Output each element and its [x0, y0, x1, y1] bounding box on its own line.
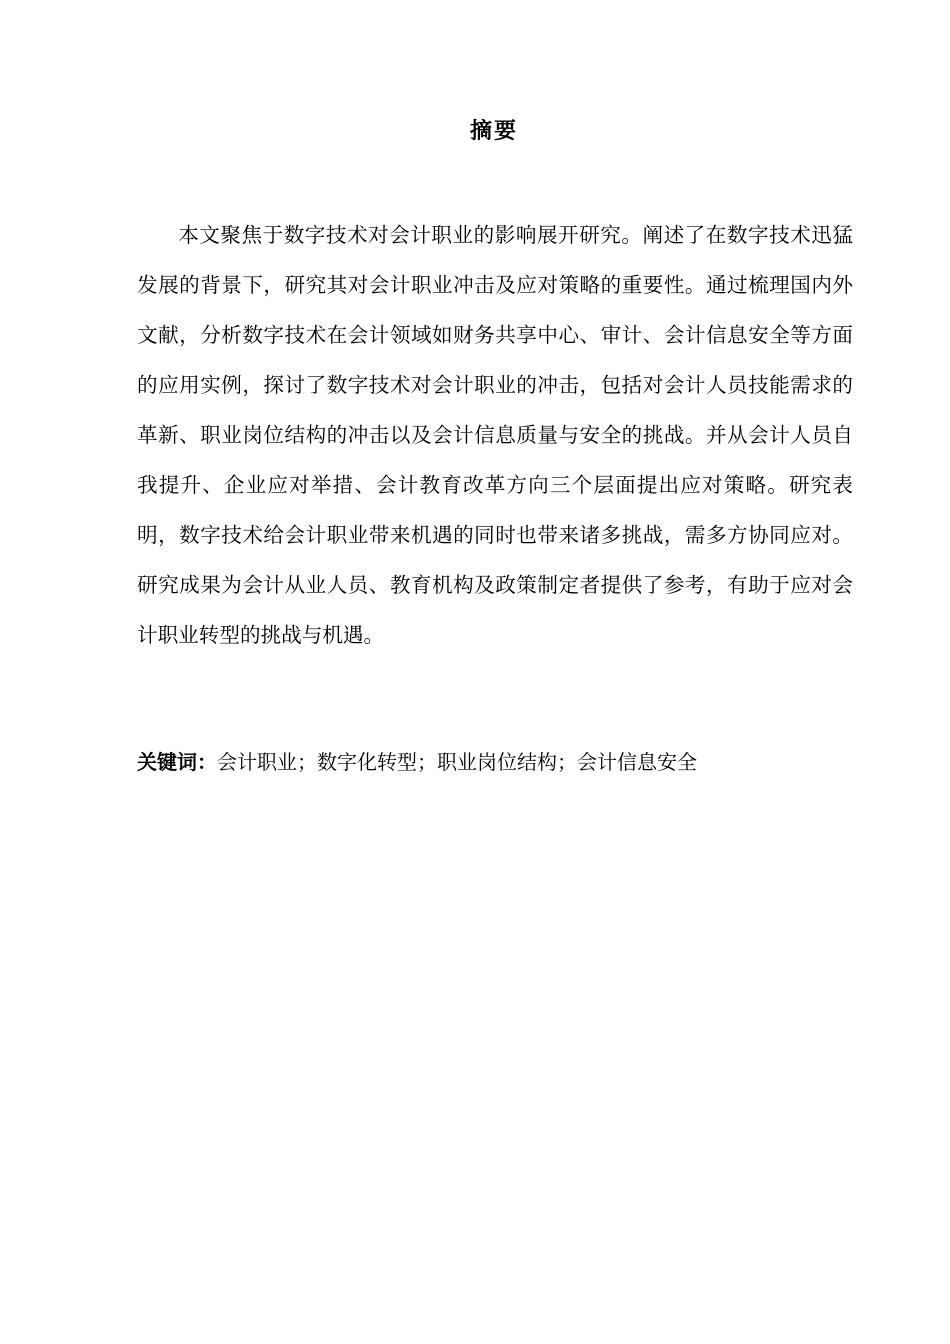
keywords-line [137, 744, 853, 780]
abstract-paragraph: 本文聚焦于数字技术对会计职业的影响展开研究。阐述了在数字技术迅猛发展的背景下，研究其对会计职业冲击及应对策略的重要性。通过梳理国内外文献，分析数字技术在会计领域如财务共享中心、审计、会计信息安全等方面的应用实例，探讨了数字技术对会计职业的冲击，包括对会计人员技能需求的革新、职业岗位结构的冲击以及会计信息质量与安全的挑战。并从会计人员自我提升、企业应对举措、会计教育改革方向三个层面提出应对策略。研究表明，数字技术给会计职业带来机遇的同时也带来诸多挑战，需多方协同应对。研究成果为会计从业人员、教育机构及政策制定者提供了参考，有助于应对会计职业转型的挑战与机遇。 [137, 223, 853, 647]
keywords-list: 会计职业；数字化转型；职业岗位结构；会计信息安全 [217, 750, 697, 774]
abstract-body [137, 210, 853, 660]
keywords-label: 关键词： [137, 750, 217, 774]
abstract-title: 摘要 [469, 119, 518, 144]
